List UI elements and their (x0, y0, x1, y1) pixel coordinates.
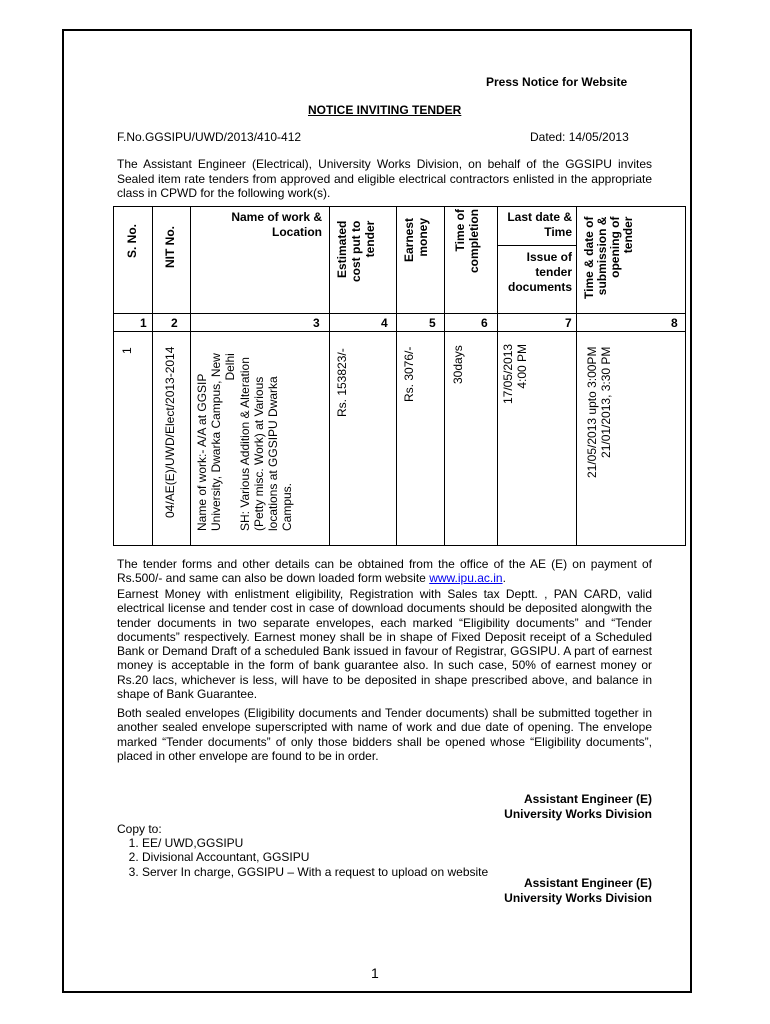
notice-title: NOTICE INVITING TENDER (308, 103, 462, 117)
row-earnest-money: Rs. 3076/- (402, 346, 416, 402)
row-estimated-cost: Rs. 153823/- (335, 348, 349, 417)
website-link[interactable]: www.ipu.ac.in (429, 571, 503, 586)
row-name-of-work: Name of work:- A/A at GGSIP University, Dwarka Campus, New Delhi SH: Various Addition & Alteration (Petty misc. Work) at Various locations at GGSIPU Dwarka Campus. (195, 353, 295, 531)
row-sno: 1 (120, 347, 134, 354)
col-number-1: 1 (140, 316, 147, 330)
header-nit: NIT No. (163, 226, 177, 268)
header-earnest-money: Earnest money (402, 217, 430, 262)
col-number-7: 7 (565, 316, 572, 330)
header-last-date: Last date & Time (507, 210, 572, 239)
list-item: 2. Divisional Accountant, GGSIPU (142, 850, 542, 864)
press-notice-heading: Press Notice for Website (486, 75, 628, 89)
col-number-8: 8 (671, 316, 678, 330)
paragraph-tender-forms: The tender forms and other details can be obtained from the office of the AE (E) on payment of Rs.500/- and same can also be down loaded form website www.ipu.ac.in. (117, 557, 652, 586)
tender-table (113, 206, 686, 546)
paragraph-earnest-money: Earnest Money with enlistment eligibility, Registration with Sales tax Deptt. , PAN CARD, valid electrical license and tender cost in case of download documents should be deposited alongwith the tender documents in two separate envelopes, each marked “Eligibility documents” and “Tender documents” respectively. Earnest money shall be in shape of Fixed Deposit receipt of a Scheduled Bank or Demand Draft of a scheduled Bank issued in favour of Registrar, GGSIPU. A part of earnest money is acceptable in the form of bank guarantee also. In such case, 50% of earnest money or Rs.20 lacs, whichever is less, will have to be deposited in shape prescribed above, and balance in shape of Bank Guarantee. (117, 587, 652, 702)
row-nit-number: 04/AE(E)/UWD/Elect/2013-2014 (163, 346, 177, 518)
copy-to-label: Copy to: (117, 822, 162, 836)
paragraph-sealed-envelopes: Both sealed envelopes (Eligibility documents and Tender documents) shall be submitted together in another sealed envelope superscripted with name of work and due date of opening. The envelope marked “Tender documents” of only those bidders shall be opened whose “Eligibility documents”, placed in other envelope are found to be in order. (117, 706, 652, 763)
signature-block: Assistant Engineer (E) University Works Division (504, 792, 652, 821)
header-estimated-cost: Estimated cost put to tender (335, 220, 377, 282)
page-number: 1 (371, 965, 379, 981)
col-number-2: 2 (171, 316, 178, 330)
header-time-of-completion: Time of completion (453, 208, 481, 273)
col-number-4: 4 (381, 316, 388, 330)
row-issue-date-time: 17/05/2013 4:00 PM (501, 343, 529, 404)
signature-block-2: Assistant Engineer (E) University Works Division (504, 876, 652, 905)
col-number-6: 6 (481, 316, 488, 330)
header-name-of-work: Name of work & Location (231, 210, 322, 239)
header-issue-of-documents: Issue of tender documents (507, 250, 572, 294)
col-number-5: 5 (429, 316, 436, 330)
copy-to-list (122, 836, 542, 879)
col-number-3: 3 (313, 316, 320, 330)
list-item: 3. Server In charge, GGSIPU – With a request to upload on website (142, 865, 542, 879)
intro-paragraph: The Assistant Engineer (Electrical), University Works Division, on behalf of the GGSIPU invites Sealed item rate tenders from approved and eligible electrical contractors enlisted in the appropriate class in CPWD for the following work(s). (117, 157, 652, 200)
list-item: 1. EE/ UWD,GGSIPU (142, 836, 542, 850)
notice-date: Dated: 14/05/2013 (530, 130, 629, 144)
row-submission-opening: 21/05/2013 upto 3:00PM 21/01/2013, 3:30 PM (585, 346, 613, 478)
header-submission: Time & date of submission & opening of tender (582, 216, 635, 299)
file-number: F.No.GGSIPU/UWD/2013/410-412 (117, 130, 302, 144)
header-sno: S. No. (125, 223, 139, 258)
row-completion-time: 30days (451, 345, 465, 384)
